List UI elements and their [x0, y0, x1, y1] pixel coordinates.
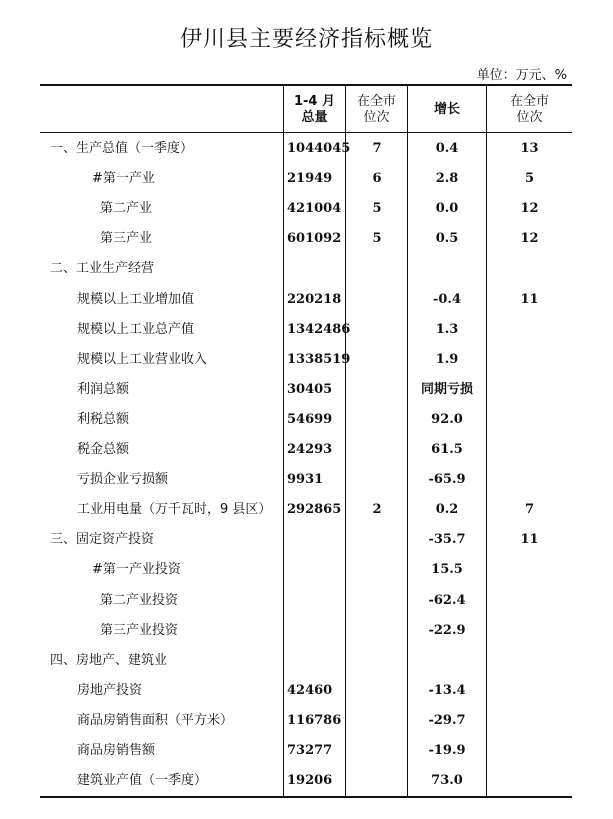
table-row	[40, 315, 572, 345]
cell-rank2: 12	[520, 231, 539, 247]
cell-growth: 0.2	[435, 502, 459, 518]
cell-growth: -62.4	[428, 592, 466, 608]
cell-rank2	[487, 465, 572, 495]
cell-rank1	[346, 555, 408, 585]
cell-total	[287, 555, 347, 585]
cell-rank2	[487, 435, 572, 465]
cell-rank1: 5	[372, 231, 382, 247]
table-row	[40, 646, 572, 676]
cell-growth: -19.9	[428, 743, 466, 758]
cell-growth: -29.7	[428, 712, 466, 728]
cell-rank2	[487, 586, 572, 616]
cell-rank1: 6	[372, 171, 382, 187]
row-label: 税金总额	[77, 442, 130, 457]
cell-total	[287, 525, 347, 555]
row-label: 第二产业	[100, 201, 153, 217]
row-label: 工业用电量（万千瓦时，9 县区）	[77, 502, 272, 518]
cell-rank2	[487, 676, 572, 706]
table-top-rule	[40, 84, 572, 86]
cell-total	[287, 616, 347, 646]
table-row	[40, 495, 572, 525]
cell-total: 1338519	[287, 351, 351, 367]
cell-total: 42460	[287, 682, 333, 698]
table-row	[40, 435, 572, 465]
cell-total: 19206	[287, 773, 333, 789]
cell-rank2: 7	[524, 502, 535, 518]
table-row	[40, 254, 572, 284]
cell-total: 24293	[287, 442, 333, 457]
cell-rank1	[346, 766, 408, 796]
row-label: 第二产业投资	[100, 592, 179, 608]
row-label: 规模以上工业营业收入	[77, 351, 208, 367]
cell-growth: 1.3	[435, 321, 459, 337]
cell-rank1	[346, 315, 408, 345]
row-label: 第三产业	[100, 231, 153, 247]
header-total	[284, 90, 345, 130]
cell-growth: -65.9	[428, 472, 466, 488]
cell-growth: 15.5	[431, 562, 463, 578]
cell-growth: 92.0	[431, 411, 463, 427]
cell-rank1	[346, 254, 408, 284]
table-row	[40, 164, 572, 194]
row-label: 建筑业产值（一季度）	[77, 773, 208, 789]
cell-total: 601092	[287, 231, 342, 247]
table-row	[40, 676, 572, 706]
cell-rank2	[487, 706, 572, 736]
cell-total	[287, 586, 347, 616]
cell-rank1: 5	[372, 201, 382, 217]
row-label: 房地产投资	[77, 682, 143, 698]
row-label: #第一产业投资	[92, 562, 181, 578]
table-row	[40, 766, 572, 796]
cell-total: 1044045	[287, 141, 351, 156]
cell-total: 73277	[287, 743, 333, 758]
cell-growth: 同期亏损	[420, 381, 473, 397]
cell-rank2	[487, 345, 572, 375]
cell-growth	[408, 646, 486, 676]
table-row	[40, 465, 572, 495]
cell-rank2: 13	[520, 141, 539, 156]
cell-rank2	[487, 254, 572, 284]
table-row	[40, 345, 572, 375]
table-row	[40, 194, 572, 224]
cell-total: 21949	[287, 171, 333, 187]
cell-rank1	[346, 465, 408, 495]
cell-rank1	[346, 616, 408, 646]
table-row	[40, 706, 572, 736]
cell-rank1: 2	[372, 502, 382, 518]
row-label: 一、生产总值（一季度）	[50, 141, 194, 156]
table-row	[40, 525, 572, 555]
cell-rank2: 12	[520, 201, 539, 217]
table-row	[40, 224, 572, 254]
header-rank2-line2: 位次	[516, 110, 543, 125]
row-label: 利税总额	[77, 411, 130, 427]
cell-rank2	[487, 555, 572, 585]
cell-rank1	[346, 706, 408, 736]
cell-total	[287, 646, 347, 676]
cell-rank1	[346, 676, 408, 706]
row-label: 商品房销售面积（平方米）	[77, 712, 234, 728]
cell-total: 1342486	[287, 321, 351, 337]
row-label: #第一产业	[92, 171, 155, 187]
row-label: 二、工业生产经营	[50, 261, 155, 277]
cell-total: 54699	[287, 411, 333, 427]
cell-total	[287, 254, 347, 284]
cell-growth: -0.4	[432, 291, 461, 307]
header-growth-label: 增长	[433, 102, 460, 117]
cell-growth: 2.8	[435, 171, 459, 187]
row-label: 利润总额	[77, 381, 130, 397]
table-row	[40, 134, 572, 164]
table-row	[40, 616, 572, 646]
table-row	[40, 555, 572, 585]
cell-total: 421004	[287, 201, 342, 217]
cell-rank1	[346, 736, 408, 766]
table-bottom-rule	[40, 796, 572, 798]
row-label: 四、房地产、建筑业	[50, 652, 168, 668]
table-row	[40, 736, 572, 766]
table-row	[40, 586, 572, 616]
table-row	[40, 285, 572, 315]
table-row	[40, 405, 572, 435]
cell-rank1	[346, 586, 408, 616]
cell-rank1	[346, 646, 408, 676]
cell-rank2	[487, 315, 572, 345]
row-label: 三、固定资产投资	[50, 532, 155, 548]
cell-rank2	[487, 375, 572, 405]
page-title: 伊川县主要经济指标概览	[179, 27, 433, 52]
cell-rank2	[487, 405, 572, 435]
cell-rank2	[487, 736, 572, 766]
cell-growth: 61.5	[431, 442, 463, 457]
header-rank2	[487, 90, 572, 130]
header-rank1-line1: 在全市	[356, 94, 396, 109]
cell-total: 9931	[287, 472, 324, 488]
cell-growth: 0.0	[435, 201, 459, 217]
header-growth	[408, 90, 486, 130]
cell-rank1	[346, 285, 408, 315]
row-label: 亏损企业亏损额	[77, 472, 169, 488]
cell-rank1	[346, 375, 408, 405]
cell-rank1: 7	[372, 141, 382, 156]
cell-rank2	[487, 616, 572, 646]
cell-rank2: 11	[520, 532, 539, 548]
cell-rank2: 11	[520, 291, 539, 307]
row-label: 商品房销售额	[77, 743, 156, 758]
row-label: 规模以上工业总产值	[77, 321, 195, 337]
header-total-line2: 总量	[301, 110, 328, 125]
cell-rank1	[346, 405, 408, 435]
row-label: 规模以上工业增加值	[77, 291, 195, 307]
cell-growth: -22.9	[428, 622, 466, 638]
cell-growth: 0.5	[435, 231, 459, 247]
cell-total: 30405	[287, 381, 333, 397]
header-rank1-line2: 位次	[363, 110, 390, 125]
header-rank1	[346, 90, 407, 130]
cell-rank2	[487, 766, 572, 796]
cell-total: 116786	[287, 712, 342, 728]
header-rank2-line1: 在全市	[509, 94, 549, 109]
cell-growth: 73.0	[431, 773, 463, 789]
cell-growth: 0.4	[435, 141, 459, 156]
cell-rank1	[346, 525, 408, 555]
table-row	[40, 375, 572, 405]
cell-rank1	[346, 435, 408, 465]
unit-label: 单位：万元、%	[476, 68, 567, 83]
header-bottom-rule	[40, 132, 572, 133]
cell-growth	[408, 254, 486, 284]
cell-rank2	[487, 646, 572, 676]
cell-growth: 1.9	[435, 351, 459, 367]
header-total-line1: 1-4 月	[293, 94, 335, 109]
cell-growth: -13.4	[428, 682, 466, 698]
row-label: 第三产业投资	[100, 622, 179, 638]
cell-rank2: 5	[524, 171, 535, 187]
cell-rank1	[346, 345, 408, 375]
cell-growth: -35.7	[428, 532, 466, 548]
cell-total: 292865	[287, 502, 342, 518]
cell-total: 220218	[287, 291, 342, 307]
